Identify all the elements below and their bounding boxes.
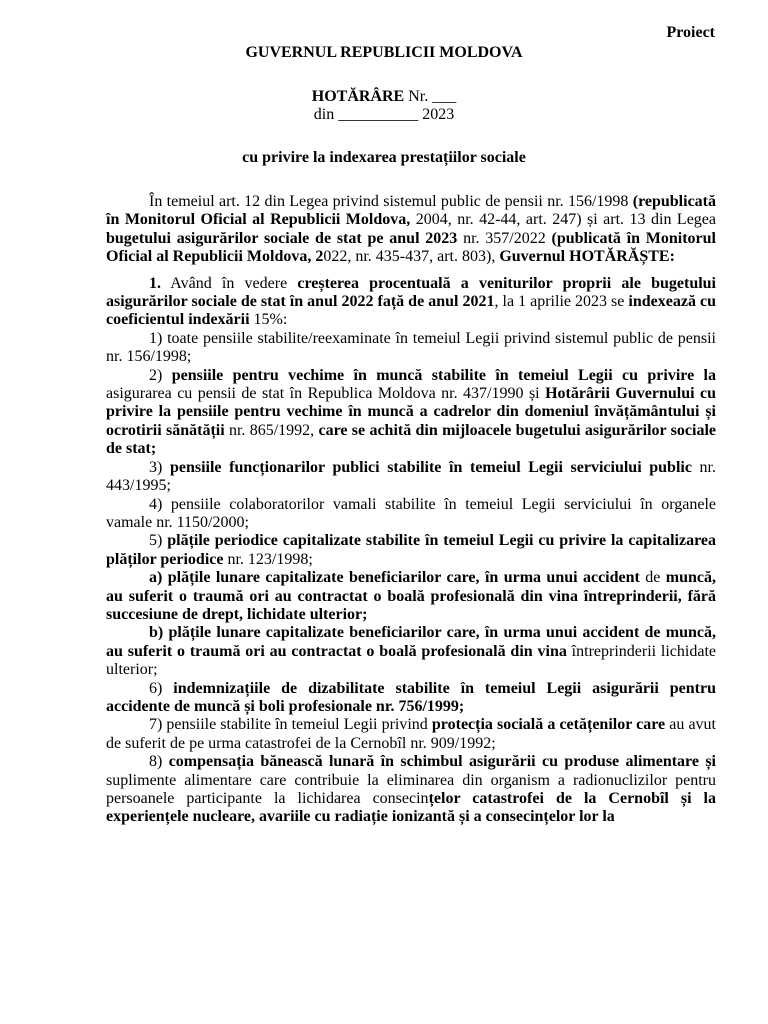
point-text: Având în vedere <box>161 274 298 292</box>
point-text: 15%: <box>249 311 288 329</box>
item-bold-text: pensiile pentru vechime în muncă stabilite în temeiul Legii cu privire la <box>171 366 717 384</box>
item-text: 6) <box>149 679 174 697</box>
decision-date: din __________ 2023 <box>313 106 455 123</box>
item-text: 3) <box>149 458 170 476</box>
preamble-bold-text: Guvernul HOTĂRĂȘTE: <box>499 248 675 266</box>
item-bold-text: Hotărârii Guvernului cu privire la pensiile pentru vechime în muncă a cadrelor din domeniul învățământului și ocrotirii sănătății <box>106 385 716 439</box>
item-bold-text: plățile lunare capitalizate beneficiarilor care, în urma unui accident <box>167 569 640 587</box>
item-text: 7) pensiile stabilite în temeiul Legii privind <box>149 716 432 734</box>
decision-number: Nr. ___ <box>404 88 457 105</box>
item-3 <box>106 459 716 496</box>
item-bold-text: muncă, au suferit o traumă ori au contractat o boală profesională din vina întreprinderii, fără succesiune de drept, lichidate ulterior; <box>106 569 717 623</box>
item-text: de <box>639 569 666 587</box>
point-text: , la 1 aprilie 2023 se <box>494 293 629 311</box>
preamble-bold-text: (republicată în Monitorul Oficial al Republicii Moldova, <box>106 193 716 229</box>
item-text: nr. 443/1995; <box>106 458 716 495</box>
item-text: 1) toate pensiile stabilite/reexaminate în temeiul Legii privind sistemul public de pensii nr. 156/1998; <box>106 329 716 366</box>
preamble-text: 022, nr. 435-437, art. 803), <box>323 248 500 266</box>
preamble-bold-text: bugetului asigurărilor sociale de stat pe anul 2023 <box>106 229 458 247</box>
item-4 <box>106 496 716 533</box>
decision-heading <box>0 88 768 106</box>
document-body <box>106 193 716 827</box>
point-bold-text: creșterea procentuală a veniturilor proprii ale bugetului asigurărilor sociale de stat în anul 2022 față de anul 2021 <box>106 274 716 311</box>
item-5 <box>106 532 716 569</box>
item-text: au avut de suferit de pe urma catastrofei de la Cernobîl nr. 909/1992; <box>106 716 716 752</box>
item-7 <box>106 716 716 753</box>
item-text: 4) pensiile colaboratorilor vamali stabilite în temeiul Legii serviciului în organele vamale nr. 1150/2000; <box>106 495 716 531</box>
preamble-text: În temeiul art. 12 din Legea privind sistemul public de pensii nr. 156/1998 <box>149 193 633 210</box>
item-8 <box>106 753 716 827</box>
item-6 <box>106 680 716 717</box>
item-bold-text: plățile periodice capitalizate stabilite în temeiul Legii cu privire la capitalizarea plăților periodice <box>106 532 716 568</box>
item-2 <box>106 367 716 459</box>
government-title: GUVERNUL REPUBLICII MOLDOVA <box>245 44 523 61</box>
item-text: nr. 865/1992, <box>224 421 319 439</box>
item-bold-text: protecția socială a cetățenilor care <box>431 716 666 734</box>
item-bold-text: indemnizațiile de dizabilitate stabilite în temeiul Legii asigurării pentru accidente de muncă și boli profesionale nr. 756/1999; <box>106 679 716 715</box>
item-bold-text: care se achită din mijloacele bugetului asigurărilor sociale de stat; <box>106 421 716 458</box>
item-5b <box>106 624 716 679</box>
preamble-paragraph <box>106 193 716 267</box>
item-bold-text: plățile lunare capitalizate beneficiarilor care, în urma unui accident de muncă, au suferit o traumă ori au contractat o boală profesională din vina <box>106 624 716 660</box>
preamble-text: nr. 357/2022 <box>457 229 552 247</box>
item-text: 5) <box>149 532 168 550</box>
preamble-text: 2004, nr. 42-44, art. 247) și art. 13 din Legea <box>410 211 716 229</box>
item-text: suplimente alimentare care contribuie la eliminarea din organism a radionuclizilor pentru persoanele participante la lichidarea consecin <box>106 771 716 807</box>
item-text: 8) <box>149 753 169 771</box>
item-1 <box>106 330 716 367</box>
point-number: 1. <box>149 274 161 292</box>
item-bold-text: a) <box>149 569 168 587</box>
item-bold-text: pensiile funcționarilor publici stabilite în temeiul Legii serviciului public <box>169 458 692 476</box>
item-text: asigurarea cu pensii de stat în Republica Moldova nr. 437/1990 și <box>106 385 546 403</box>
item-bold-text: compensația bănească lunară în schimbul asigurării cu produse alimentare și <box>168 753 716 771</box>
point-1-paragraph <box>106 275 716 330</box>
item-5a <box>106 569 716 624</box>
decision-subject: cu privire la indexarea prestațiilor sociale <box>242 149 526 166</box>
decision-label: HOTĂRÂRE <box>311 88 405 105</box>
point-bold-text: indexează cu coeficientul indexării <box>106 293 716 329</box>
item-text: 2) <box>149 366 172 384</box>
item-text: nr. 123/1998; <box>223 550 313 568</box>
preamble-bold-text: (publicată în Monitorul Oficial al Republicii Moldova, 2 <box>106 229 716 266</box>
draft-label: Proiect <box>666 24 715 41</box>
item-bold-text: b) <box>149 624 169 642</box>
item-bold-text: țelor catastrofei de la Cernobîl și la experiențele nucleare, avariile cu radiație ionizantă și a consecințelor lor la <box>106 790 716 826</box>
item-text: întreprinderii lichidate ulterior; <box>106 642 717 679</box>
